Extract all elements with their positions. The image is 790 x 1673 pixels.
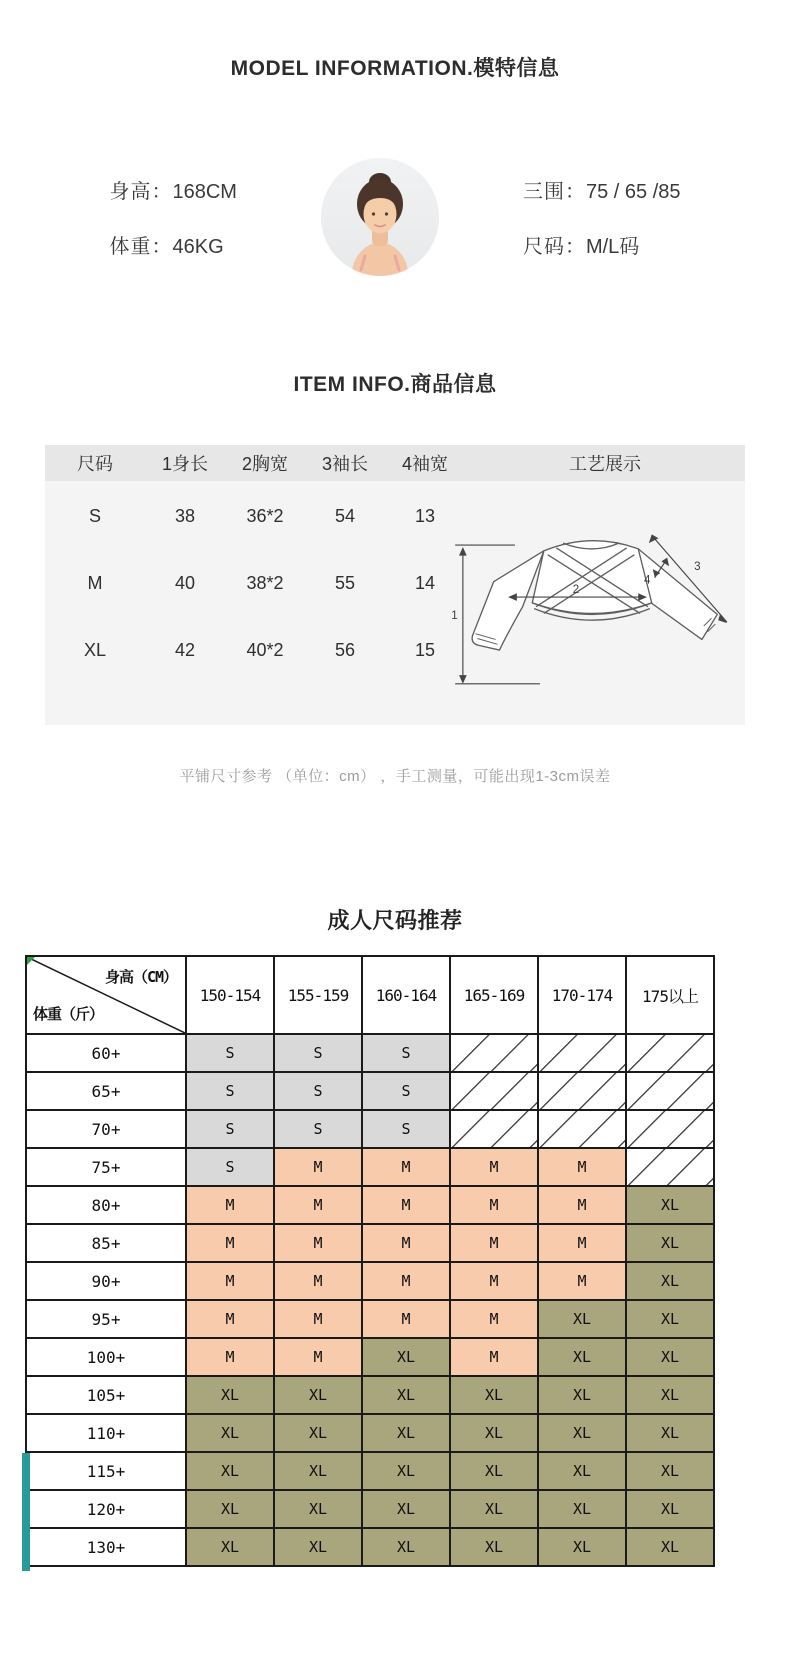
measurements-label: 三围：	[522, 181, 586, 203]
recommended-size-cell: XL	[362, 1490, 450, 1528]
weight-cell: 95+	[26, 1300, 186, 1338]
recommended-size-cell: XL	[450, 1528, 538, 1566]
item-section-title: ITEM INFO.商品信息	[293, 373, 497, 396]
adult-row	[26, 1110, 714, 1148]
model-measurements	[523, 175, 681, 204]
weight-value: 46KG	[172, 236, 224, 258]
recommended-size-cell: S	[362, 1110, 450, 1148]
height-col-header: 155-159	[274, 956, 362, 1034]
diagram-label-3: 3	[694, 561, 701, 574]
adult-row	[26, 1072, 714, 1110]
corner-label-height: 身高（CM）	[104, 968, 177, 986]
recommended-size-cell: XL	[362, 1338, 450, 1376]
size-value: M/L码	[585, 236, 640, 258]
adult-row	[26, 1300, 714, 1338]
size-value-cell: 13	[414, 506, 436, 526]
not-available-cell	[450, 1110, 538, 1148]
height-col-header: 170-174	[538, 956, 626, 1034]
recommended-size-cell: S	[186, 1110, 274, 1148]
recommended-size-cell: XL	[274, 1376, 362, 1414]
recommended-size-cell: M	[186, 1338, 274, 1376]
recommended-size-cell: M	[362, 1224, 450, 1262]
size-name-cell: S	[88, 506, 101, 526]
recommended-size-cell: XL	[362, 1376, 450, 1414]
recommended-size-cell: XL	[186, 1414, 274, 1452]
recommended-size-cell: M	[362, 1262, 450, 1300]
recommended-size-cell: XL	[626, 1186, 714, 1224]
size-value-cell: 42	[174, 640, 196, 660]
size-value-cell: 38	[174, 506, 196, 526]
size-label: 尺码：	[522, 236, 586, 258]
recommended-size-cell: M	[362, 1300, 450, 1338]
recommended-size-cell: S	[186, 1072, 274, 1110]
diagram-label-4: 4	[644, 574, 651, 587]
height-col-header: 165-169	[450, 956, 538, 1034]
size-table-header	[45, 445, 745, 481]
recommended-size-cell: S	[274, 1034, 362, 1072]
model-info-left	[109, 175, 236, 259]
recommended-size-cell: XL	[626, 1528, 714, 1566]
recommended-size-cell: M	[538, 1186, 626, 1224]
recommended-size-cell: XL	[626, 1490, 714, 1528]
weight-cell: 65+	[26, 1072, 186, 1110]
corner-label-weight: 体重（斤）	[33, 1005, 104, 1023]
height-value: 168CM	[172, 181, 237, 203]
recommended-size-cell: M	[274, 1338, 362, 1376]
adult-row	[26, 1186, 714, 1224]
recommended-size-cell: M	[186, 1186, 274, 1224]
col-header-chest: 2胸宽	[241, 454, 288, 474]
recommended-size-cell: S	[186, 1034, 274, 1072]
adult-row	[26, 1414, 714, 1452]
adult-size-table	[25, 955, 715, 1567]
recommended-size-cell: S	[274, 1072, 362, 1110]
weight-cell: 70+	[26, 1110, 186, 1148]
adult-header-row	[26, 956, 714, 1034]
model-section-title: MODEL INFORMATION.模特信息	[230, 57, 560, 80]
measurement-note: 平铺尺寸参考 （单位：cm） ，手工测量，可能出现1-3cm误差	[179, 768, 611, 785]
model-avatar-illustration	[321, 158, 439, 276]
recommended-size-cell: XL	[362, 1414, 450, 1452]
weight-cell: 80+	[26, 1186, 186, 1224]
recommended-size-cell: M	[450, 1186, 538, 1224]
recommended-size-cell: XL	[538, 1414, 626, 1452]
weight-cell: 100+	[26, 1338, 186, 1376]
weight-cell: 115+	[26, 1452, 186, 1490]
recommended-size-cell: M	[450, 1148, 538, 1186]
corner-header-cell	[26, 956, 186, 1034]
height-col-header: 160-164	[362, 956, 450, 1034]
adult-row	[26, 1338, 714, 1376]
recommended-size-cell: XL	[274, 1528, 362, 1566]
recommended-size-cell: XL	[626, 1300, 714, 1338]
adult-row	[26, 1224, 714, 1262]
size-name-cell: M	[87, 573, 103, 593]
size-name-cell: XL	[83, 640, 107, 660]
not-available-cell	[626, 1072, 714, 1110]
recommended-size-cell: XL	[362, 1452, 450, 1490]
not-available-cell	[626, 1034, 714, 1072]
col-header-sleeve-width: 4袖宽	[401, 454, 448, 474]
recommended-size-cell: S	[274, 1110, 362, 1148]
recommended-size-cell: M	[538, 1148, 626, 1186]
model-weight	[109, 230, 236, 259]
adult-row	[26, 1528, 714, 1566]
recommended-size-cell: XL	[186, 1452, 274, 1490]
col-header-sleeve-length: 3袖长	[321, 454, 368, 474]
adult-row	[26, 1148, 714, 1186]
size-value-cell: 14	[414, 573, 436, 593]
recommended-size-cell: XL	[186, 1528, 274, 1566]
recommended-size-cell: M	[274, 1262, 362, 1300]
recommended-size-cell: M	[450, 1338, 538, 1376]
recommended-size-cell: S	[186, 1148, 274, 1186]
recommended-size-cell: XL	[450, 1414, 538, 1452]
adult-row	[26, 1490, 714, 1528]
recommended-size-cell: XL	[450, 1376, 538, 1414]
recommended-size-cell: S	[362, 1034, 450, 1072]
size-value-cell: 40*2	[246, 640, 284, 660]
recommended-size-cell: XL	[626, 1262, 714, 1300]
recommended-size-cell: M	[274, 1148, 362, 1186]
recommended-size-cell: M	[186, 1224, 274, 1262]
recommended-size-cell: XL	[626, 1452, 714, 1490]
recommended-size-cell: XL	[450, 1452, 538, 1490]
recommended-size-cell: XL	[538, 1528, 626, 1566]
weight-cell: 75+	[26, 1148, 186, 1186]
model-height	[109, 175, 236, 204]
recommended-size-cell: XL	[538, 1338, 626, 1376]
not-available-cell	[626, 1148, 714, 1186]
not-available-cell	[538, 1034, 626, 1072]
recommended-size-cell: M	[450, 1224, 538, 1262]
height-label: 身高：	[109, 181, 173, 203]
left-accent-bar	[22, 1453, 30, 1571]
weight-cell: 60+	[26, 1034, 186, 1072]
model-photo	[321, 158, 439, 276]
recommended-size-cell: M	[186, 1300, 274, 1338]
recommended-size-cell: XL	[274, 1414, 362, 1452]
not-available-cell	[538, 1072, 626, 1110]
recommended-size-cell: XL	[362, 1528, 450, 1566]
height-col-header: 175以上	[626, 956, 714, 1034]
recommended-size-cell: XL	[274, 1452, 362, 1490]
adult-row	[26, 1262, 714, 1300]
recommended-size-cell: XL	[538, 1490, 626, 1528]
recommended-size-cell: M	[274, 1224, 362, 1262]
recommended-size-cell: XL	[626, 1224, 714, 1262]
adult-row	[26, 1452, 714, 1490]
recommended-size-cell: XL	[538, 1452, 626, 1490]
recommended-size-cell: M	[538, 1224, 626, 1262]
model-size	[523, 230, 681, 259]
size-value-cell: 40	[174, 573, 196, 593]
diagram-label-1: 1	[451, 610, 458, 623]
adult-row	[26, 1034, 714, 1072]
recommended-size-cell: XL	[538, 1376, 626, 1414]
garment-measurement-diagram	[447, 493, 737, 705]
col-header-length: 1身长	[161, 454, 208, 474]
recommended-size-cell: XL	[626, 1376, 714, 1414]
size-value-cell: 55	[334, 573, 356, 593]
weight-cell: 105+	[26, 1376, 186, 1414]
weight-cell: 120+	[26, 1490, 186, 1528]
recommended-size-cell: XL	[626, 1338, 714, 1376]
recommended-size-cell: M	[186, 1262, 274, 1300]
size-value-cell: 36*2	[246, 506, 284, 526]
adult-section-title: 成人尺码推荐	[327, 908, 463, 933]
recommended-size-cell: M	[362, 1148, 450, 1186]
col-header-size: 尺码	[77, 454, 113, 474]
recommended-size-cell: XL	[450, 1490, 538, 1528]
adult-size-table-wrap	[25, 955, 717, 1567]
not-available-cell	[450, 1034, 538, 1072]
diagram-label-2: 2	[572, 584, 580, 597]
recommended-size-cell: M	[274, 1300, 362, 1338]
height-col-header: 150-154	[186, 956, 274, 1034]
weight-label: 体重：	[109, 236, 173, 258]
model-info-row	[0, 158, 790, 276]
measurements-value: 75 / 65 /85	[585, 181, 681, 203]
not-available-cell	[538, 1110, 626, 1148]
weight-cell: 130+	[26, 1528, 186, 1566]
weight-cell: 85+	[26, 1224, 186, 1262]
corner-green-marker	[27, 957, 35, 965]
recommended-size-cell: M	[538, 1262, 626, 1300]
not-available-cell	[626, 1110, 714, 1148]
not-available-cell	[450, 1072, 538, 1110]
recommended-size-cell: XL	[538, 1300, 626, 1338]
size-value-cell: 38*2	[246, 573, 284, 593]
item-size-table	[45, 445, 745, 725]
recommended-size-cell: M	[450, 1262, 538, 1300]
recommended-size-cell: M	[362, 1186, 450, 1224]
size-value-cell: 56	[334, 640, 356, 660]
recommended-size-cell: XL	[626, 1414, 714, 1452]
recommended-size-cell: S	[362, 1072, 450, 1110]
model-info-right	[523, 175, 681, 259]
weight-cell: 90+	[26, 1262, 186, 1300]
col-header-craft-display: 工艺展示	[569, 454, 641, 474]
recommended-size-cell: XL	[186, 1490, 274, 1528]
size-value-cell: 54	[334, 506, 356, 526]
recommended-size-cell: XL	[186, 1376, 274, 1414]
recommended-size-cell: M	[274, 1186, 362, 1224]
weight-cell: 110+	[26, 1414, 186, 1452]
adult-row	[26, 1376, 714, 1414]
size-value-cell: 15	[414, 640, 436, 660]
recommended-size-cell: M	[450, 1300, 538, 1338]
recommended-size-cell: XL	[274, 1490, 362, 1528]
